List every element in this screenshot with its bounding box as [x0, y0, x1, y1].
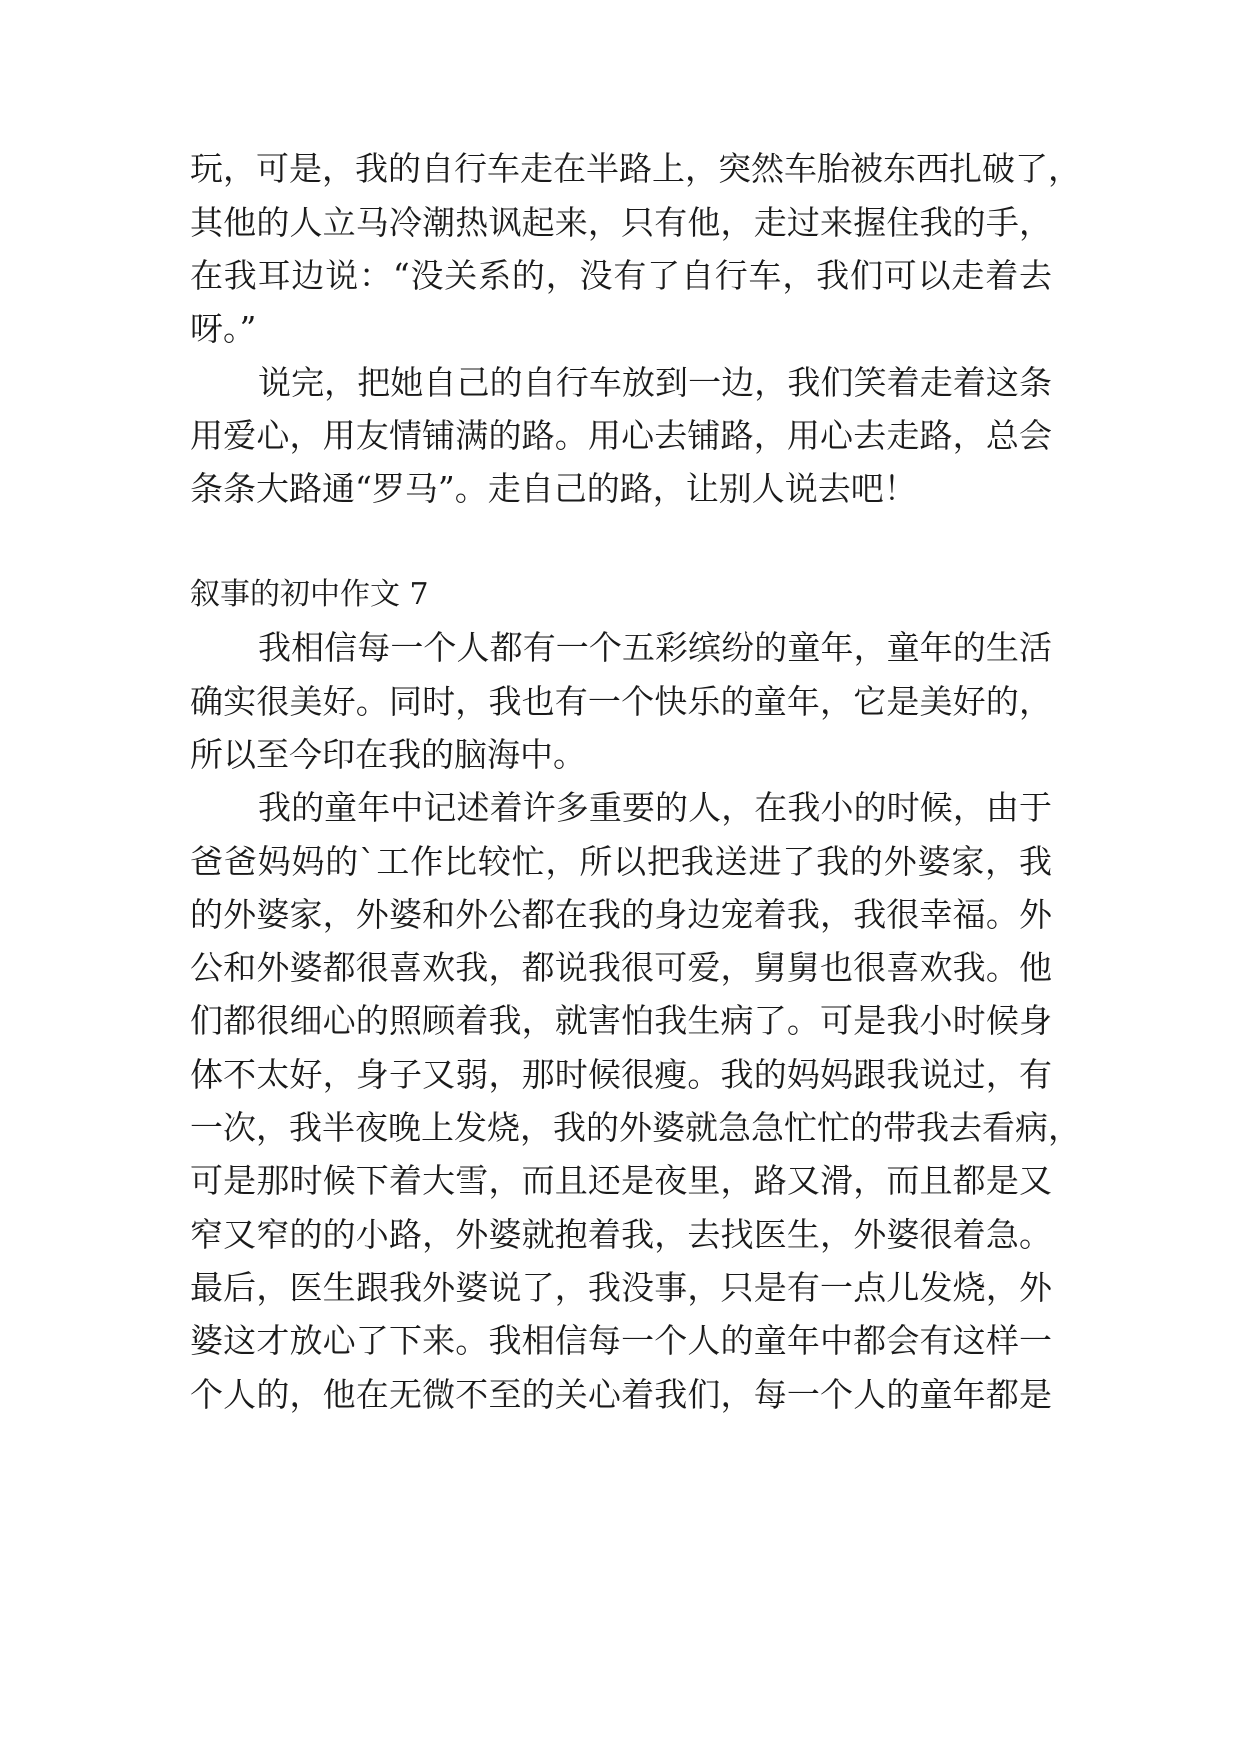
paragraph-line: 其他的人立马冷潮热讽起来，只有他，走过来握住我的手，	[190, 203, 1052, 242]
paragraph-line: 公和外婆都很喜欢我，都说我很可爱，舅舅也很喜欢我。他	[190, 948, 1052, 987]
paragraph-line: 们都很细心的照顾着我，就害怕我生病了。可是我小时候身	[190, 1001, 1052, 1040]
paragraph-line: 可是那时候下着大雪，而且还是夜里，路又滑，而且都是又	[190, 1161, 1052, 1200]
paragraph-line: 我的童年中记述着许多重要的人，在我小的时候，由于	[258, 788, 1052, 827]
paragraph-line: 确实很美好。同时，我也有一个快乐的童年，它是美好的，	[190, 682, 1052, 721]
paragraph-line: 爸爸妈妈的`工作比较忙，所以把我送进了我的外婆家，我	[190, 842, 1052, 881]
section-heading: 叙事的初中作文 7	[190, 577, 429, 612]
paragraph-line: 在我耳边说：“没关系的，没有了自行车，我们可以走着去	[190, 256, 1052, 295]
paragraph-line: 条条大路通“罗马”。走自己的路，让别人说去吧！	[190, 469, 917, 508]
paragraph-line: 婆这才放心了下来。我相信每一个人的童年中都会有这样一	[190, 1321, 1052, 1360]
paragraph-line: 个人的，他在无微不至的关心着我们，每一个人的童年都是	[190, 1375, 1052, 1414]
paragraph-line: 窄又窄的的小路，外婆就抱着我，去找医生，外婆很着急。	[190, 1215, 1052, 1254]
paragraph-line: 一次，我半夜晚上发烧，我的外婆就急急忙忙的带我去看病，	[190, 1108, 1081, 1147]
paragraph-line: 我相信每一个人都有一个五彩缤纷的童年，童年的生活	[258, 628, 1052, 667]
paragraph-line: 玩，可是，我的自行车走在半路上，突然车胎被东西扎破了，	[190, 149, 1081, 188]
paragraph-line: 所以至今印在我的脑海中。	[190, 735, 586, 774]
paragraph-line: 说完，把她自己的自行车放到一边，我们笑着走着这条	[258, 363, 1052, 402]
paragraph-line: 呀。”	[190, 309, 257, 348]
paragraph-line: 的外婆家，外婆和外公都在我的身边宠着我，我很幸福。外	[190, 895, 1052, 934]
paragraph-line: 体不太好，身子又弱，那时候很瘦。我的妈妈跟我说过，有	[190, 1055, 1052, 1094]
paragraph-line: 用爱心，用友情铺满的路。用心去铺路，用心去走路，总会	[190, 416, 1052, 455]
paragraph-line: 最后，医生跟我外婆说了，我没事，只是有一点儿发烧，外	[190, 1268, 1052, 1307]
